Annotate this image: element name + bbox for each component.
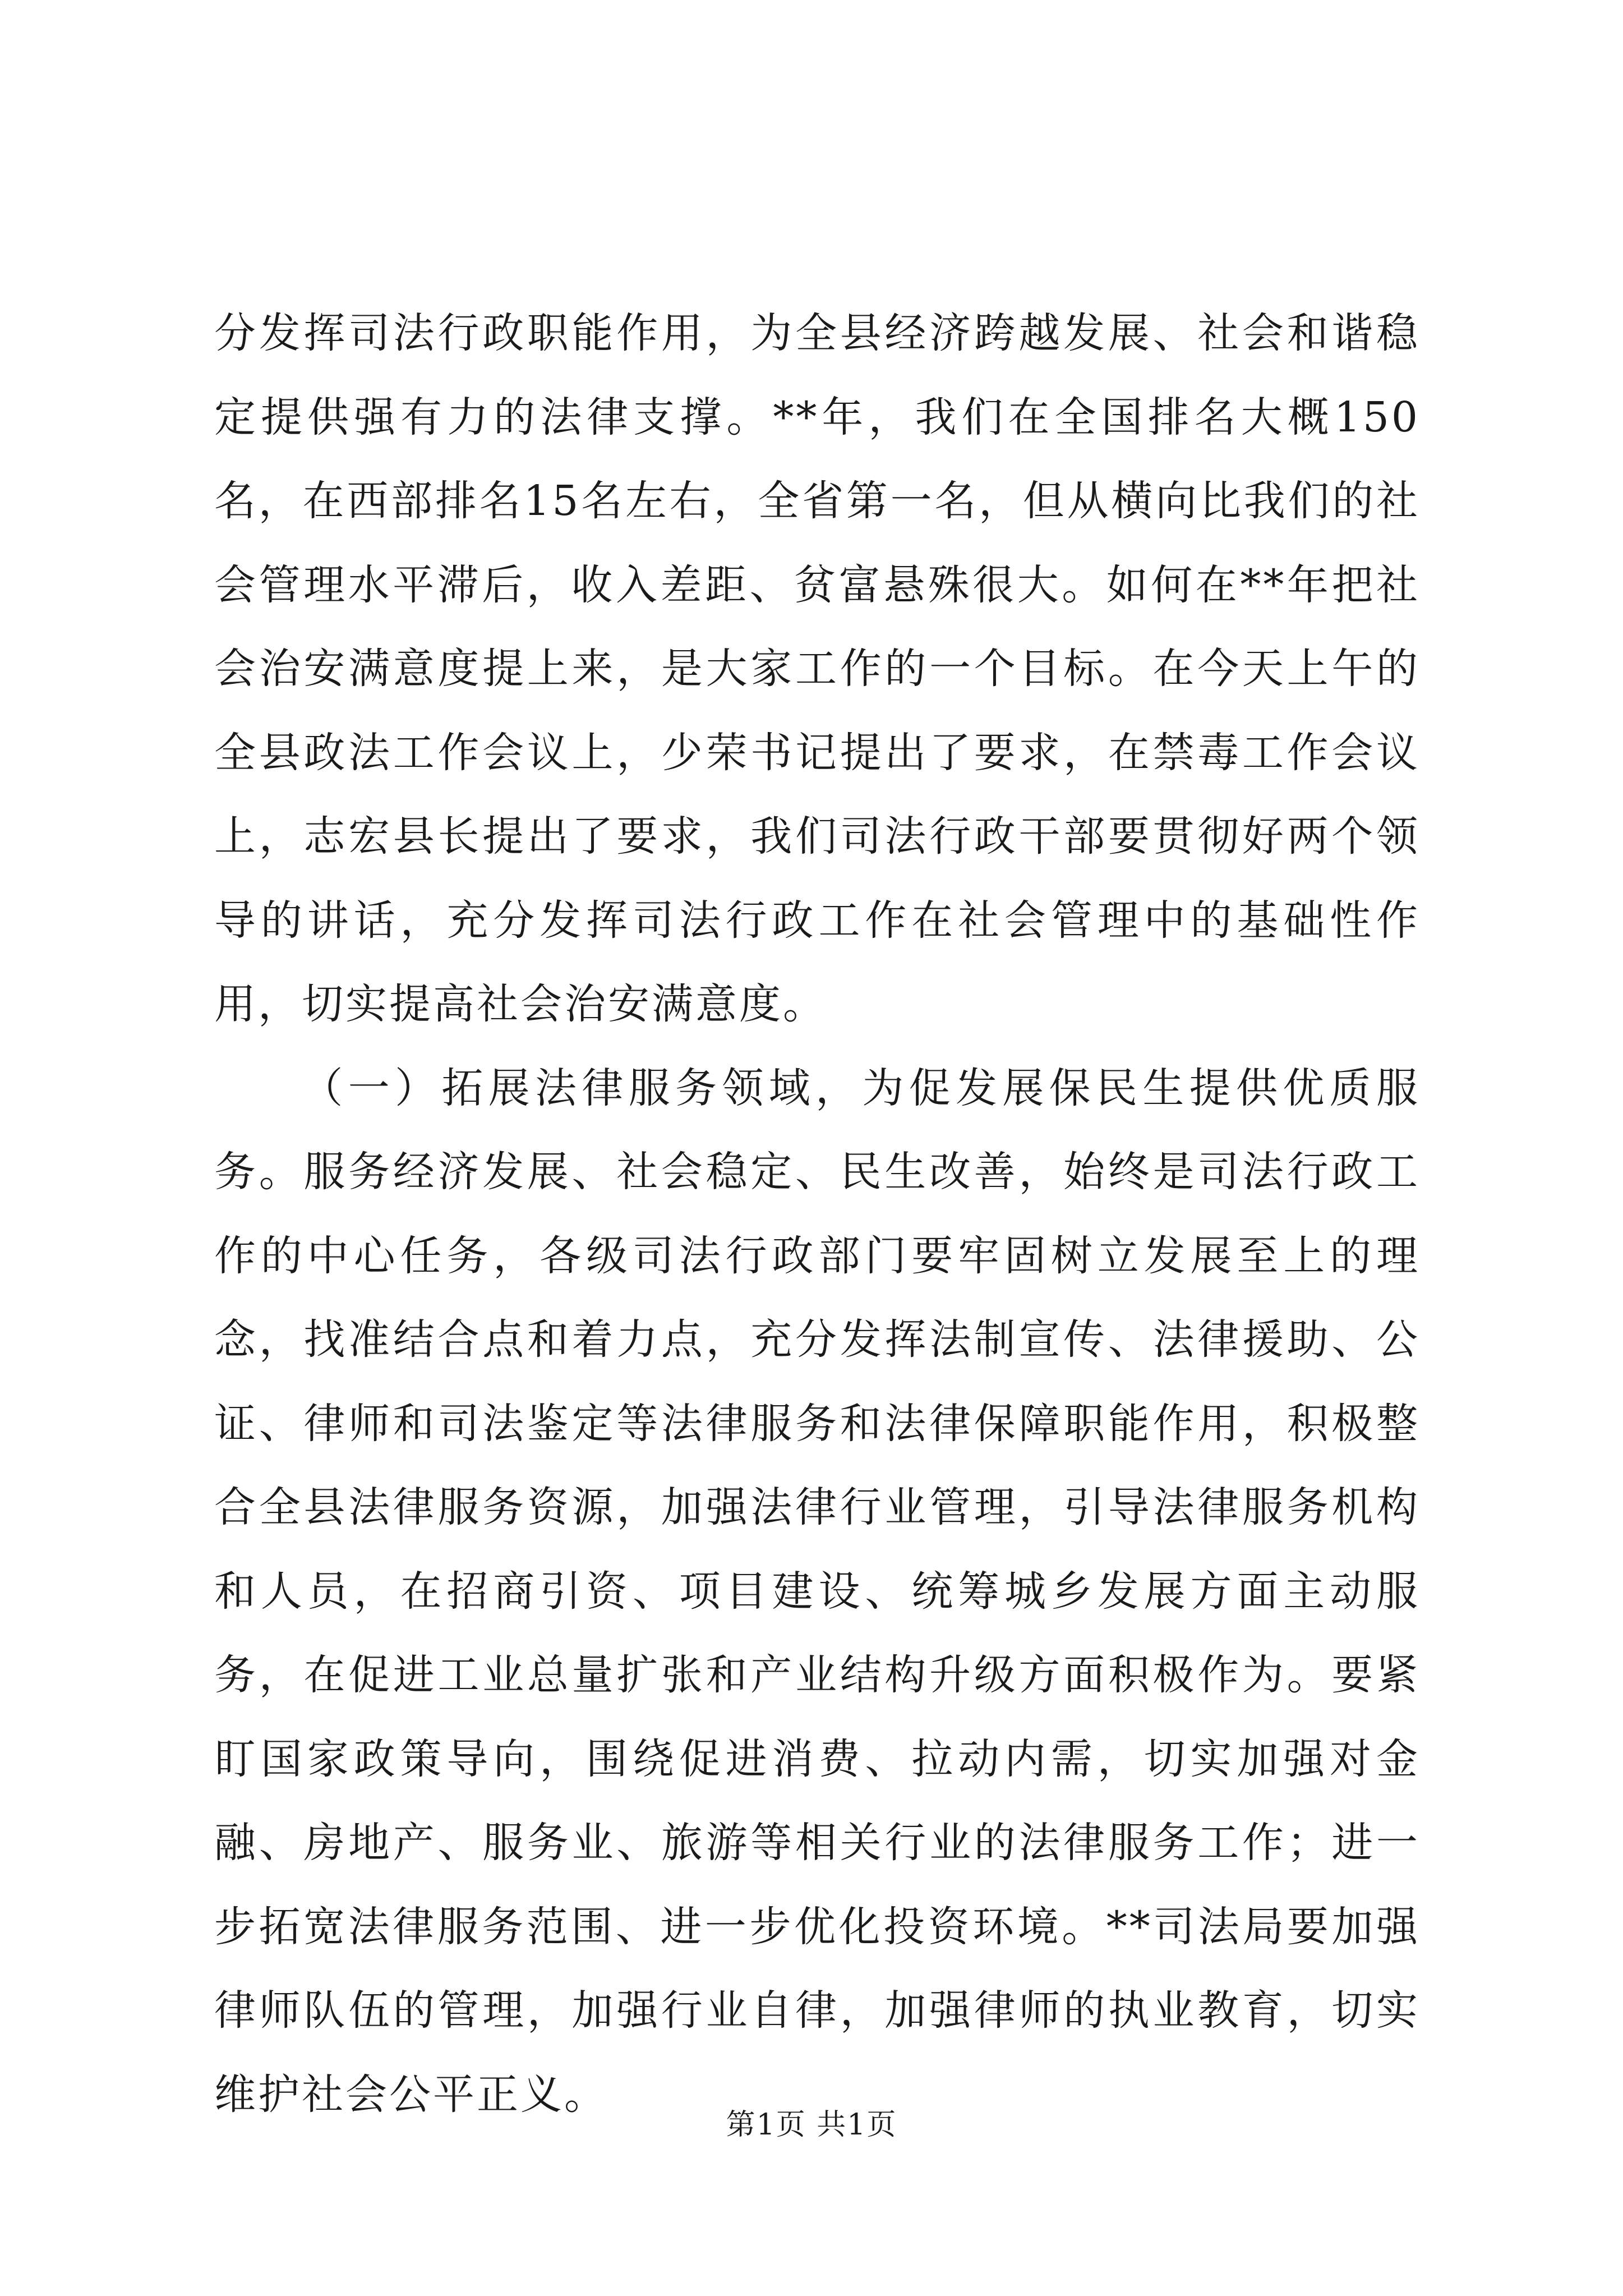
- page-number-footer: 第1页 共1页: [726, 2108, 897, 2142]
- document-body: [214, 292, 1420, 2137]
- paragraph-continued: 分发挥司法行政职能作用，为全县经济跨越发展、社会和谐稳定提供强有力的法律支撑。**年，我们在全国排名大概150名，在西部排名15名左右，全省第一名，但从横向比我们的社会管理水平滞后，收入差距、贫富悬殊很大。如何在**年把社会治安满意度提上来，是大家工作的一个目标。在今天上午的全县政法工作会议上，少荣书记提出了要求，在禁毒工作会议上，志宏县长提出了要求，我们司法行政干部要贯彻好两个领导的讲话，充分发挥司法行政工作在社会管理中的基础性作用，切实提高社会治安满意度。: [214, 309, 1420, 1028]
- paragraph-section-1: （一）拓展法律服务领域，为促发展保民生提供优质服务。服务经济发展、社会稳定、民生改善，始终是司法行政工作的中心任务，各级司法行政部门要牢固树立发展至上的理念，找准结合点和着力点，充分发挥法制宣传、法律援助、公证、律师和司法鉴定等法律服务和法律保障职能作用，积极整合全县法律服务资源，加强法律行业管理，引导法律服务机构和人员，在招商引资、项目建设、统筹城乡发展方面主动服务，在促进工业总量扩张和产业结构升级方面积极作为。要紧盯国家政策导向，围绕促进消费、拉动内需，切实加强对金融、房地产、服务业、旅游等相关行业的法律服务工作；进一步拓宽法律服务范围、进一步优化投资环境。**司法局要加强律师队伍的管理，加强行业自律，加强律师的执业教育，切实维护社会公平正义。: [214, 1064, 1420, 2119]
